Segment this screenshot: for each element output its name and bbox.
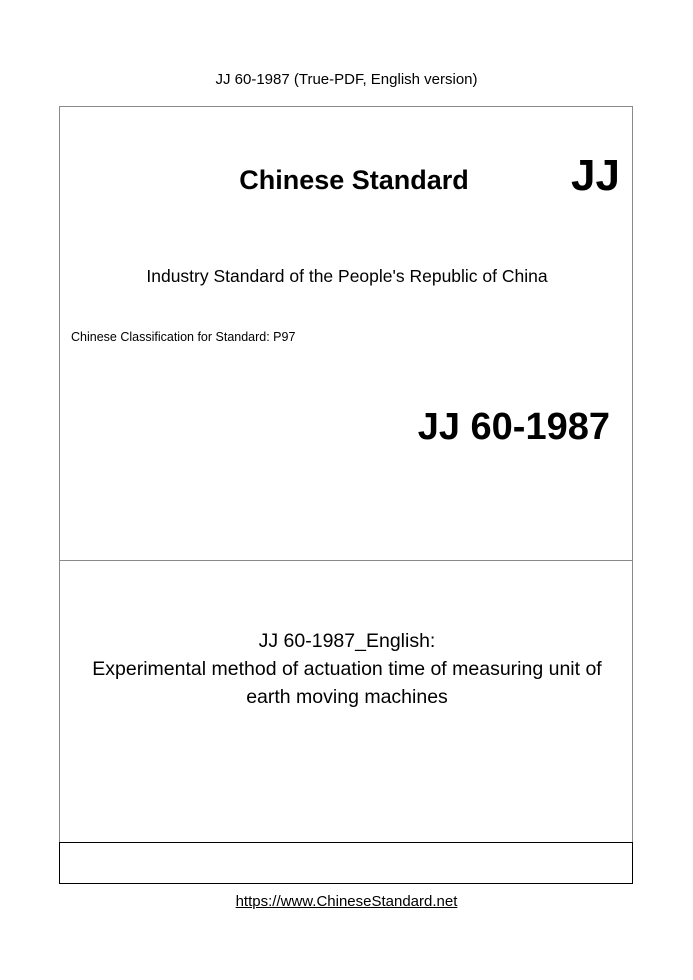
section-divider [60,560,632,561]
standard-title: Chinese Standard [239,165,469,195]
description-line-3: earth moving machines [246,686,448,708]
website-link[interactable]: https://www.ChineseStandard.net [235,893,458,910]
document-number: JJ 60-1987 [417,406,610,448]
description-line-2: Experimental method of actuation time of measuring unit of [92,658,602,680]
description-line-1: JJ 60-1987_English: [258,630,436,652]
standard-code: JJ [571,151,620,200]
document-description [60,627,634,711]
website-footer [0,892,693,912]
industry-line: Industry Standard of the People's Republic of China [146,266,548,286]
footer-box [59,842,633,884]
cover-frame [59,106,633,884]
classification-line: Chinese Classification for Standard: P97 [71,330,296,344]
page-header: JJ 60-1987 (True-PDF, English version) [215,71,478,88]
